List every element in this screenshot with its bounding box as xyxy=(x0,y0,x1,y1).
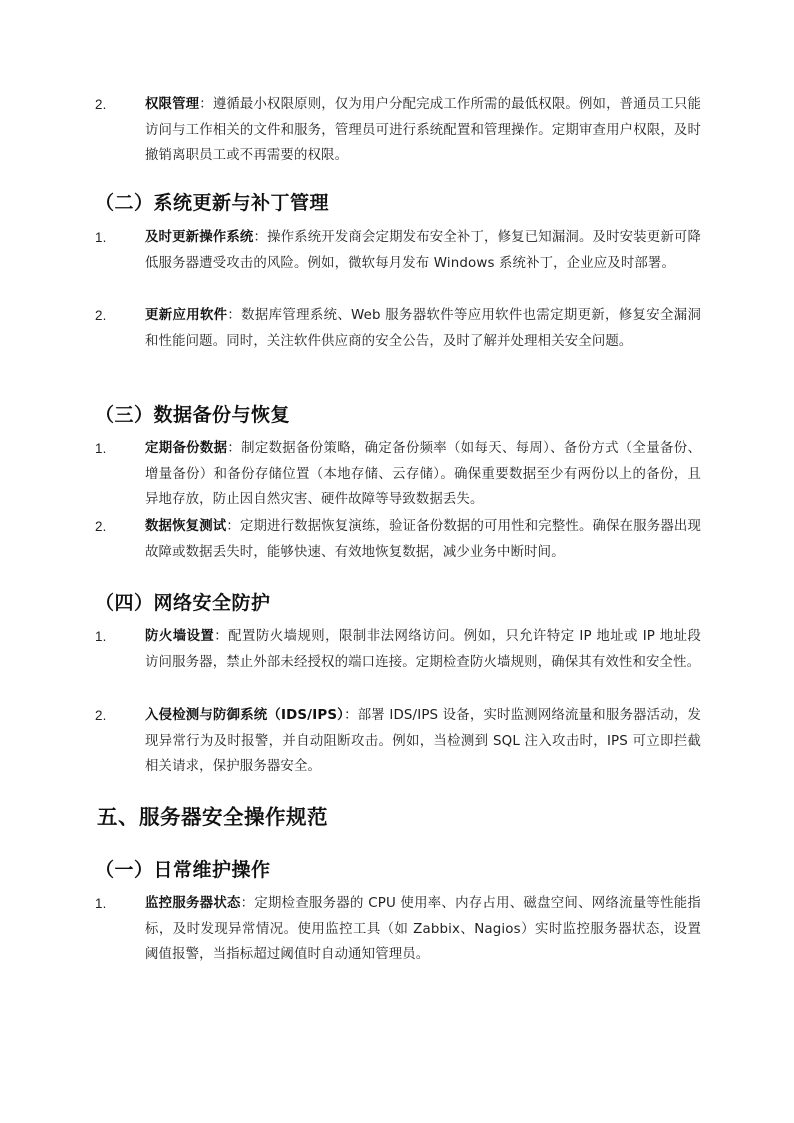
paragraph-text: 定期检查服务器的 CPU 使用率、内存占用、磁盘空间、网络流量等性能指标，及时发现异常情况。使用监控工具（如 Zabbix、Nagios）实时监控服务器状态，设置阈值报警，当指标超过阈值时自动通知管理员。 xyxy=(145,896,701,962)
list-item-body xyxy=(145,303,701,354)
list-item-monitor-server xyxy=(95,891,701,968)
term-label: 监控服务器状态 xyxy=(145,896,241,911)
term-label: 更新应用软件 xyxy=(145,308,228,323)
list-item-body xyxy=(145,514,701,565)
term-separator: ： xyxy=(227,441,242,456)
section-heading-backup-restore: （三）数据备份与恢复 xyxy=(95,404,291,426)
term-label: 及时更新操作系统 xyxy=(145,230,254,245)
list-number: 1. xyxy=(95,230,107,245)
paragraph-text: 定期进行数据恢复演练，验证备份数据的可用性和完整性。确保在服务器出现故障或数据丢失时，能够快速、有效地恢复数据，减少业务中断时间。 xyxy=(145,519,701,560)
term-separator: ： xyxy=(253,230,268,245)
term-separator: ： xyxy=(240,896,255,911)
chapter-heading-server-operations: 五、服务器安全操作规范 xyxy=(97,805,328,829)
paragraph-text: 配置防火墙规则，限制非法网络访问。例如，只允许特定 IP 地址或 IP 地址段访问服务器，禁止外部未经授权的端口连接。定期检查防火墙规则，确保其有效性和安全性。 xyxy=(145,629,701,670)
list-number: 2. xyxy=(95,97,107,112)
section-heading-daily-maintenance: （一）日常维护操作 xyxy=(95,859,271,881)
term-separator: ： xyxy=(226,519,240,534)
paragraph-text: 数据库管理系统、Web 服务器软件等应用软件也需定期更新，修复安全漏洞和性能问题。同时，关注软件供应商的安全公告，及时了解并处理相关安全问题。 xyxy=(145,308,702,349)
list-number: 1. xyxy=(95,896,107,911)
term-separator: ： xyxy=(199,97,213,112)
list-item-body xyxy=(145,225,701,276)
list-item-body xyxy=(145,436,701,513)
term-label: 权限管理 xyxy=(145,97,200,112)
term-label: 数据恢复测试 xyxy=(145,519,227,534)
list-number: 2. xyxy=(95,519,107,534)
term-separator: ： xyxy=(214,629,229,644)
paragraph-text: 部署 IDS/IPS 设备，实时监测网络流量和服务器活动，发现异常行为及时报警，并自动阻断攻击。例如，当检测到 SQL 注入攻击时，IPS 可立即拦截相关请求，保护服务器安全。 xyxy=(145,708,701,774)
list-item-backup xyxy=(95,436,701,513)
list-item-restore-test xyxy=(95,514,701,565)
list-item-body xyxy=(145,891,701,968)
term-label: 入侵检测与防御系统（IDS/IPS） xyxy=(145,708,345,723)
paragraph-text: 遵循最小权限原则，仅为用户分配完成工作所需的最低权限。例如，普通员工只能访问与工作相关的文件和服务，管理员可进行系统配置和管理操作。定期审查用户权限，及时撤销离职员工或不再需要的权限。 xyxy=(145,97,701,163)
term-separator: ： xyxy=(227,308,242,323)
paragraph-text: 操作系统开发商会定期发布安全补丁，修复已知漏洞。及时安装更新可降低服务器遭受攻击的风险。例如，微软每月发布 Windows 系统补丁，企业应及时部署。 xyxy=(145,230,701,271)
list-number: 2. xyxy=(95,708,107,723)
list-item-app-update xyxy=(95,303,701,354)
section-heading-system-updates: （二）系统更新与补丁管理 xyxy=(95,192,330,214)
list-item-permission-management xyxy=(95,92,701,169)
list-number: 1. xyxy=(95,441,107,456)
list-item-body xyxy=(145,92,701,169)
list-item-ids-ips xyxy=(95,703,701,780)
section-heading-network-security: （四）网络安全防护 xyxy=(95,592,271,614)
term-label: 定期备份数据 xyxy=(145,441,228,456)
term-label: 防火墙设置 xyxy=(145,629,215,644)
list-item-body xyxy=(145,703,701,780)
list-number: 2. xyxy=(95,308,107,323)
list-item-firewall xyxy=(95,624,701,675)
term-separator: ： xyxy=(344,708,358,723)
paragraph-text: 制定数据备份策略，确定备份频率（如每天、每周）、备份方式（全量备份、增量备份）和备份存储位置（本地存储、云存储）。确保重要数据至少有两份以上的备份，且异地存放，防止因自然灾害、硬件故障等导致数据丢失。 xyxy=(145,441,701,507)
list-number: 1. xyxy=(95,629,107,644)
list-item-body xyxy=(145,624,701,675)
list-item-os-update xyxy=(95,225,701,276)
